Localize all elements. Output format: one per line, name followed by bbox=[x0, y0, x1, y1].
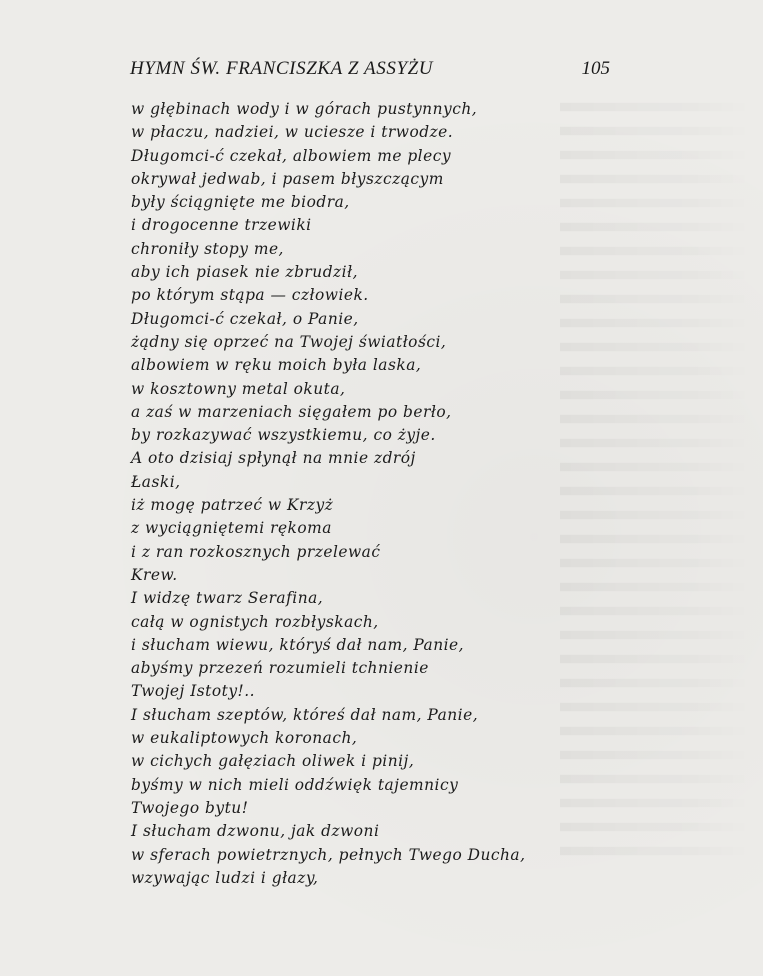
verse-line: Krew. bbox=[131, 565, 178, 584]
verse-line: Łaski, bbox=[131, 472, 181, 491]
verse-line: byśmy w nich mieli oddźwięk tajemnicy bbox=[131, 775, 459, 794]
verse-line: albowiem w ręku moich była laska, bbox=[131, 356, 422, 375]
verse-line: żądny się oprzeć na Twojej światłości, bbox=[131, 332, 447, 351]
verse-line: były ściągnięte me biodra, bbox=[131, 193, 350, 212]
verse-line: po którym stąpa — człowiek. bbox=[131, 286, 369, 305]
verse-line: a zaś w marzeniach sięgałem po berło, bbox=[131, 402, 452, 421]
running-head bbox=[130, 58, 610, 86]
verse-line: by rozkazywać wszystkiemu, co żyje. bbox=[131, 426, 436, 445]
verse-line: aby ich piasek nie zbrudził, bbox=[131, 263, 358, 282]
verse-line: w eukaliptowych koronach, bbox=[131, 729, 358, 748]
poem-text bbox=[131, 98, 651, 890]
verse-line: i z ran rozkosznych przelewać bbox=[131, 542, 381, 561]
verse-line: Długomci-ć czekał, albowiem me plecy bbox=[131, 146, 452, 165]
verse-line: I widzę twarz Serafina, bbox=[131, 589, 324, 608]
verse-line: i słucham wiewu, któryś dał nam, Panie, bbox=[131, 635, 465, 654]
verse-line: w sferach powietrznych, pełnych Twego Ducha, bbox=[131, 845, 526, 864]
verse-line: A oto dzisiaj spłynął na mnie zdrój bbox=[131, 449, 416, 468]
verse-line: I słucham szeptów, któreś dał nam, Panie, bbox=[131, 705, 479, 724]
verse-line: I słucham dzwonu, jak dzwoni bbox=[131, 822, 380, 841]
verse-line: z wyciągniętemi rękoma bbox=[131, 519, 332, 538]
verse-line: iż mogę patrzeć w Krzyż bbox=[131, 496, 334, 515]
verse-line: okrywał jedwab, i pasem błyszczącym bbox=[131, 169, 444, 188]
verse-line: Twojej Istoty!.. bbox=[131, 682, 255, 701]
running-title: HYMN ŚW. FRANCISZKA Z ASSYŻU bbox=[130, 58, 434, 79]
verse-line: Twojego bytu! bbox=[131, 798, 249, 817]
verse-line: w głębinach wody i w górach pustynnych, bbox=[131, 100, 478, 118]
verse-line: i drogocenne trzewiki bbox=[131, 216, 312, 235]
verse-line: chroniły stopy me, bbox=[131, 239, 284, 258]
verse-line: abyśmy przezeń rozumieli tchnienie bbox=[131, 659, 429, 678]
verse-line: Długomci-ć czekał, o Panie, bbox=[131, 309, 359, 328]
verse-line: w kosztowny metal okuta, bbox=[131, 379, 346, 398]
verse-line: całą w ognistych rozbłyskach, bbox=[131, 612, 379, 631]
verse-line: wzywając ludzi i głazy, bbox=[131, 868, 319, 887]
verse-line: w płaczu, nadziei, w uciesze i trwodze. bbox=[131, 123, 454, 142]
verse-line: w cichych gałęziach oliwek i pinij, bbox=[131, 752, 415, 771]
page-number: 105 bbox=[581, 58, 610, 79]
